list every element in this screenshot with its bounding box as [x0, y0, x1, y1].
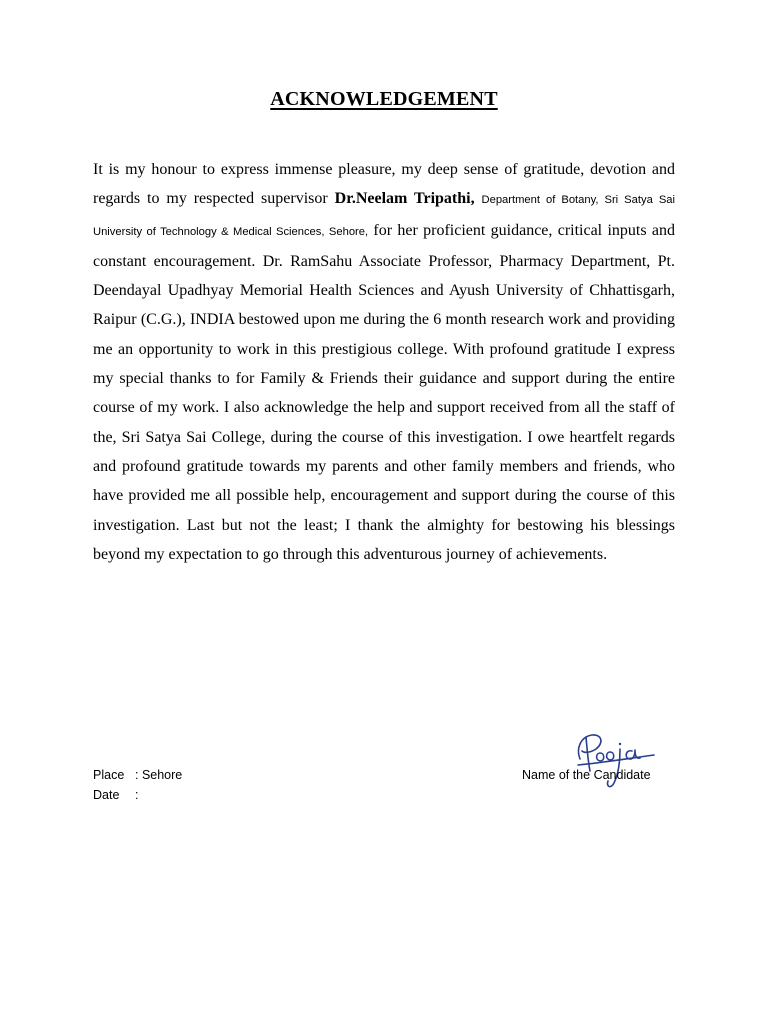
place-label: Place [93, 768, 125, 782]
department-line: Department of Botany, Sri Satya Sai University of Technology & Medical Sciences, Sehore, [93, 194, 675, 238]
supervisor-name: Dr.Neelam Tripathi [334, 190, 471, 208]
candidate-name-label: Name of the Candidate [522, 768, 651, 782]
body-text-intro: It is my honour to express immense pleasure, my deep sense of gratitude, devotion and regards to my respected supervisor [93, 161, 675, 208]
body-text-main: for her proficient guidance, critical inputs and constant encouragement. Dr. RamSahu Associate Professor, Pharmacy Department, Pt. Deendayal Upadhyay Memorial Health Sciences and Ayush University of Chhattisgarh, Raipur (C.G.), INDIA bestowed upon me during the 6 month research work and providing me an opportunity to work in this prestigious college. With profound gratitude I express my special thanks to for Family & Friends their guidance and support during the entire course of my work. I also acknowledge the help and support received from all the staff of the, Sri Satya Sai College, during the course of this investigation. I owe heartfelt regards and profound gratitude towards my parents and other family members and friends, who have provided me all possible help, encouragement and support during the course of this investigation. Last but not the least; I thank the almighty for bestowing his blessings beyond my expectation to go through this adventurous journey of achievements. [93, 221, 675, 563]
page-title: ACKNOWLEDGEMENT [270, 88, 498, 110]
supervisor-comma: , [470, 190, 475, 208]
place-value: : Sehore [135, 768, 183, 782]
date-label: Date [93, 788, 120, 802]
acknowledgement-paragraph [93, 155, 675, 569]
place-row [93, 767, 182, 783]
date-value: : [135, 788, 139, 802]
date-row [93, 787, 138, 803]
